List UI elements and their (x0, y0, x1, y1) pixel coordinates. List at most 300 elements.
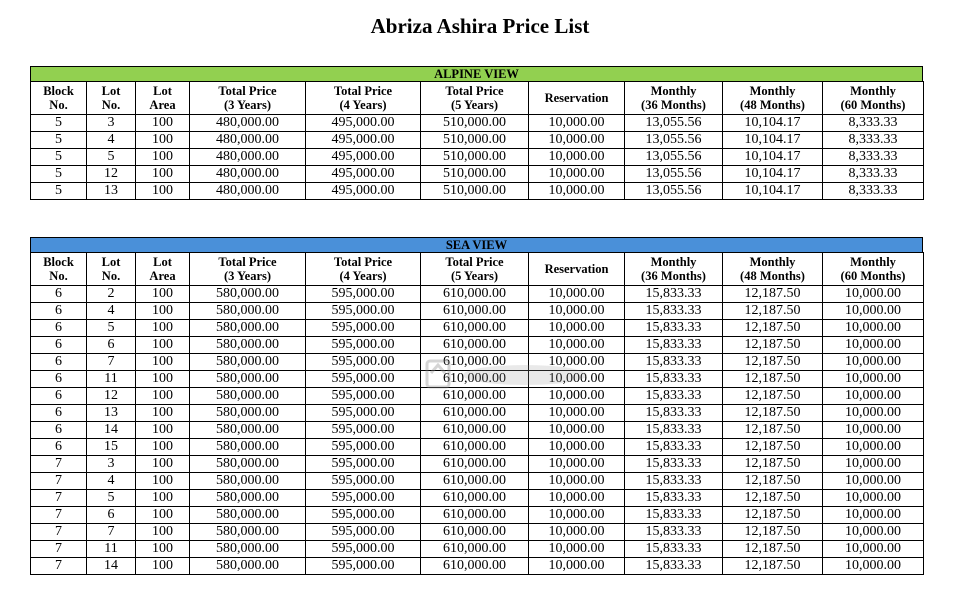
column-header-monthly-36 (625, 253, 723, 286)
cell-block-no: 7 (31, 558, 87, 575)
cell-total-price-5y: 610,000.00 (421, 456, 529, 473)
cell-reservation: 10,000.00 (529, 524, 625, 541)
cell-monthly-36: 15,833.33 (625, 388, 723, 405)
column-header-line: (5 Years) (450, 98, 499, 112)
cell-total-price-4y: 595,000.00 (306, 490, 421, 507)
cell-lot-area: 100 (136, 439, 190, 456)
column-header-line: (3 Years) (223, 269, 272, 283)
cell-total-price-3y: 580,000.00 (190, 558, 306, 575)
column-header-line: Area (149, 269, 176, 283)
cell-monthly-36: 15,833.33 (625, 558, 723, 575)
cell-reservation: 10,000.00 (529, 149, 625, 166)
cell-monthly-36: 15,833.33 (625, 371, 723, 388)
price-table (30, 252, 924, 575)
cell-lot-area: 100 (136, 166, 190, 183)
cell-monthly-36: 13,055.56 (625, 166, 723, 183)
cell-total-price-5y: 610,000.00 (421, 320, 529, 337)
price-table (30, 81, 924, 200)
cell-lot-area: 100 (136, 422, 190, 439)
cell-total-price-4y: 495,000.00 (306, 183, 421, 200)
column-header-line: Lot (101, 84, 121, 98)
cell-reservation: 10,000.00 (529, 354, 625, 371)
cell-lot-area: 100 (136, 456, 190, 473)
cell-total-price-4y: 595,000.00 (306, 524, 421, 541)
cell-monthly-60: 10,000.00 (823, 303, 924, 320)
cell-block-no: 6 (31, 354, 87, 371)
cell-monthly-48: 12,187.50 (723, 456, 823, 473)
cell-block-no: 7 (31, 473, 87, 490)
cell-monthly-48: 12,187.50 (723, 354, 823, 371)
cell-reservation: 10,000.00 (529, 303, 625, 320)
cell-monthly-48: 12,187.50 (723, 524, 823, 541)
cell-total-price-5y: 610,000.00 (421, 507, 529, 524)
cell-block-no: 6 (31, 303, 87, 320)
cell-monthly-48: 12,187.50 (723, 439, 823, 456)
column-header-line: Lot (153, 255, 172, 269)
column-header-line: Lot (153, 84, 172, 98)
cell-total-price-3y: 580,000.00 (190, 303, 306, 320)
cell-block-no: 5 (31, 166, 87, 183)
cell-lot-no: 5 (87, 320, 136, 337)
cell-total-price-4y: 595,000.00 (306, 371, 421, 388)
cell-total-price-4y: 595,000.00 (306, 286, 421, 303)
cell-block-no: 5 (31, 115, 87, 132)
column-header-lot-no (87, 253, 136, 286)
column-header-line: Total Price (445, 255, 504, 269)
cell-monthly-48: 12,187.50 (723, 388, 823, 405)
table-row (31, 524, 924, 541)
column-header-line: (4 Years) (339, 98, 387, 112)
cell-total-price-3y: 580,000.00 (190, 405, 306, 422)
cell-lot-no: 11 (87, 541, 136, 558)
cell-block-no: 5 (31, 183, 87, 200)
cell-monthly-60: 10,000.00 (823, 473, 924, 490)
cell-monthly-48: 12,187.50 (723, 337, 823, 354)
cell-lot-no: 13 (87, 405, 136, 422)
sea-view-section (30, 237, 923, 575)
cell-monthly-36: 13,055.56 (625, 149, 723, 166)
cell-monthly-48: 12,187.50 (723, 507, 823, 524)
column-header-line: Total Price (445, 84, 504, 98)
cell-lot-area: 100 (136, 541, 190, 558)
table-row (31, 132, 924, 149)
cell-monthly-60: 10,000.00 (823, 507, 924, 524)
table-row (31, 166, 924, 183)
cell-monthly-60: 8,333.33 (823, 149, 924, 166)
cell-total-price-3y: 480,000.00 (190, 149, 306, 166)
cell-monthly-60: 8,333.33 (823, 166, 924, 183)
cell-lot-area: 100 (136, 371, 190, 388)
cell-total-price-5y: 510,000.00 (421, 149, 529, 166)
cell-reservation: 10,000.00 (529, 286, 625, 303)
cell-monthly-48: 12,187.50 (723, 371, 823, 388)
cell-monthly-36: 15,833.33 (625, 422, 723, 439)
cell-total-price-4y: 595,000.00 (306, 354, 421, 371)
cell-total-price-3y: 480,000.00 (190, 132, 306, 149)
cell-reservation: 10,000.00 (529, 490, 625, 507)
cell-monthly-36: 13,055.56 (625, 183, 723, 200)
cell-total-price-3y: 580,000.00 (190, 473, 306, 490)
cell-monthly-36: 15,833.33 (625, 507, 723, 524)
cell-total-price-5y: 610,000.00 (421, 422, 529, 439)
cell-total-price-3y: 580,000.00 (190, 354, 306, 371)
column-header-line: Monthly (749, 255, 796, 269)
column-header-lot-area (136, 253, 190, 286)
cell-total-price-5y: 610,000.00 (421, 490, 529, 507)
cell-monthly-36: 15,833.33 (625, 541, 723, 558)
cell-lot-no: 12 (87, 388, 136, 405)
column-header-line: Total Price (333, 84, 393, 98)
cell-total-price-5y: 610,000.00 (421, 337, 529, 354)
cell-total-price-5y: 610,000.00 (421, 303, 529, 320)
cell-monthly-48: 10,104.17 (723, 132, 823, 149)
column-header-total-price-5y (421, 253, 529, 286)
cell-lot-no: 3 (87, 456, 136, 473)
column-header-reservation (529, 253, 625, 286)
column-header-total-price-3y (190, 253, 306, 286)
table-row (31, 456, 924, 473)
cell-total-price-4y: 595,000.00 (306, 558, 421, 575)
column-header-line: No. (101, 98, 121, 112)
cell-reservation: 10,000.00 (529, 541, 625, 558)
column-header-line: (36 Months) (641, 269, 706, 283)
table-row (31, 405, 924, 422)
cell-lot-area: 100 (136, 303, 190, 320)
cell-total-price-5y: 610,000.00 (421, 558, 529, 575)
cell-total-price-3y: 580,000.00 (190, 439, 306, 456)
table-row (31, 507, 924, 524)
cell-monthly-60: 10,000.00 (823, 439, 924, 456)
table-row (31, 303, 924, 320)
cell-total-price-5y: 610,000.00 (421, 473, 529, 490)
column-header-line: (36 Months) (641, 98, 706, 112)
cell-monthly-48: 12,187.50 (723, 286, 823, 303)
cell-total-price-3y: 580,000.00 (190, 422, 306, 439)
cell-reservation: 10,000.00 (529, 183, 625, 200)
cell-total-price-4y: 495,000.00 (306, 132, 421, 149)
cell-block-no: 6 (31, 439, 87, 456)
column-header-line: Reservation (544, 262, 609, 276)
cell-monthly-60: 10,000.00 (823, 337, 924, 354)
column-header-line: (48 Months) (740, 269, 805, 283)
cell-block-no: 6 (31, 405, 87, 422)
header-row (31, 253, 924, 286)
cell-monthly-36: 15,833.33 (625, 303, 723, 320)
cell-block-no: 6 (31, 337, 87, 354)
cell-reservation: 10,000.00 (529, 456, 625, 473)
section-banner: ALPINE VIEW (30, 66, 923, 81)
cell-total-price-3y: 580,000.00 (190, 371, 306, 388)
cell-monthly-36: 13,055.56 (625, 115, 723, 132)
cell-monthly-60: 10,000.00 (823, 286, 924, 303)
cell-monthly-36: 15,833.33 (625, 337, 723, 354)
cell-reservation: 10,000.00 (529, 405, 625, 422)
cell-lot-no: 4 (87, 132, 136, 149)
cell-reservation: 10,000.00 (529, 558, 625, 575)
cell-lot-no: 4 (87, 473, 136, 490)
column-header-reservation (529, 82, 625, 115)
cell-total-price-4y: 595,000.00 (306, 422, 421, 439)
column-header-line: Total Price (218, 255, 277, 269)
table-row (31, 541, 924, 558)
column-header-total-price-4y (306, 82, 421, 115)
cell-monthly-60: 8,333.33 (823, 132, 924, 149)
table-row (31, 115, 924, 132)
header-row (31, 82, 924, 115)
cell-monthly-60: 10,000.00 (823, 405, 924, 422)
cell-block-no: 6 (31, 422, 87, 439)
cell-monthly-60: 10,000.00 (823, 490, 924, 507)
table-row (31, 183, 924, 200)
column-header-line: (3 Years) (223, 98, 272, 112)
cell-total-price-3y: 580,000.00 (190, 456, 306, 473)
column-header-monthly-60 (823, 82, 924, 115)
cell-monthly-60: 10,000.00 (823, 558, 924, 575)
column-header-line: Monthly (650, 255, 697, 269)
cell-monthly-48: 12,187.50 (723, 422, 823, 439)
table-row (31, 337, 924, 354)
cell-monthly-36: 15,833.33 (625, 439, 723, 456)
cell-total-price-4y: 595,000.00 (306, 405, 421, 422)
column-header-line: (60 Months) (840, 269, 906, 283)
cell-monthly-48: 10,104.17 (723, 149, 823, 166)
column-header-line: No. (101, 269, 121, 283)
cell-monthly-60: 10,000.00 (823, 422, 924, 439)
cell-monthly-36: 15,833.33 (625, 405, 723, 422)
column-header-total-price-5y (421, 82, 529, 115)
table-row (31, 473, 924, 490)
cell-reservation: 10,000.00 (529, 507, 625, 524)
cell-monthly-60: 10,000.00 (823, 354, 924, 371)
cell-lot-area: 100 (136, 388, 190, 405)
cell-lot-area: 100 (136, 286, 190, 303)
cell-block-no: 6 (31, 388, 87, 405)
cell-lot-area: 100 (136, 183, 190, 200)
table-row (31, 439, 924, 456)
cell-total-price-5y: 610,000.00 (421, 541, 529, 558)
cell-total-price-3y: 580,000.00 (190, 286, 306, 303)
cell-lot-area: 100 (136, 320, 190, 337)
column-header-line: Reservation (544, 91, 609, 105)
cell-lot-no: 6 (87, 507, 136, 524)
cell-total-price-5y: 610,000.00 (421, 286, 529, 303)
cell-block-no: 5 (31, 149, 87, 166)
cell-lot-area: 100 (136, 524, 190, 541)
cell-total-price-3y: 580,000.00 (190, 320, 306, 337)
cell-total-price-4y: 495,000.00 (306, 149, 421, 166)
column-header-monthly-48 (723, 253, 823, 286)
column-header-block-no (31, 82, 87, 115)
cell-total-price-4y: 595,000.00 (306, 473, 421, 490)
column-header-monthly-48 (723, 82, 823, 115)
table-row (31, 490, 924, 507)
cell-total-price-5y: 610,000.00 (421, 524, 529, 541)
column-header-monthly-60 (823, 253, 924, 286)
cell-total-price-4y: 495,000.00 (306, 166, 421, 183)
cell-total-price-5y: 610,000.00 (421, 371, 529, 388)
cell-monthly-36: 15,833.33 (625, 456, 723, 473)
cell-monthly-60: 10,000.00 (823, 320, 924, 337)
cell-total-price-5y: 610,000.00 (421, 388, 529, 405)
cell-reservation: 10,000.00 (529, 320, 625, 337)
cell-lot-area: 100 (136, 558, 190, 575)
cell-reservation: 10,000.00 (529, 388, 625, 405)
cell-monthly-48: 12,187.50 (723, 541, 823, 558)
cell-lot-no: 13 (87, 183, 136, 200)
cell-lot-no: 12 (87, 166, 136, 183)
cell-monthly-60: 10,000.00 (823, 388, 924, 405)
cell-lot-area: 100 (136, 354, 190, 371)
cell-total-price-3y: 580,000.00 (190, 541, 306, 558)
cell-lot-area: 100 (136, 132, 190, 149)
cell-block-no: 6 (31, 320, 87, 337)
cell-monthly-36: 15,833.33 (625, 473, 723, 490)
cell-total-price-3y: 480,000.00 (190, 166, 306, 183)
cell-monthly-48: 10,104.17 (723, 115, 823, 132)
cell-reservation: 10,000.00 (529, 473, 625, 490)
column-header-lot-no (87, 82, 136, 115)
cell-block-no: 5 (31, 132, 87, 149)
cell-monthly-48: 12,187.50 (723, 558, 823, 575)
cell-total-price-5y: 510,000.00 (421, 132, 529, 149)
cell-monthly-48: 12,187.50 (723, 320, 823, 337)
cell-total-price-5y: 610,000.00 (421, 354, 529, 371)
cell-monthly-36: 15,833.33 (625, 524, 723, 541)
cell-block-no: 6 (31, 371, 87, 388)
cell-total-price-5y: 510,000.00 (421, 183, 529, 200)
cell-lot-no: 15 (87, 439, 136, 456)
cell-lot-area: 100 (136, 115, 190, 132)
cell-total-price-4y: 595,000.00 (306, 320, 421, 337)
cell-monthly-36: 13,055.56 (625, 132, 723, 149)
table-row (31, 149, 924, 166)
cell-lot-area: 100 (136, 337, 190, 354)
cell-monthly-36: 15,833.33 (625, 286, 723, 303)
cell-monthly-36: 15,833.33 (625, 354, 723, 371)
cell-lot-no: 3 (87, 115, 136, 132)
cell-lot-no: 7 (87, 354, 136, 371)
cell-lot-no: 5 (87, 490, 136, 507)
cell-total-price-5y: 610,000.00 (421, 405, 529, 422)
column-header-line: (60 Months) (840, 98, 906, 112)
cell-monthly-48: 12,187.50 (723, 490, 823, 507)
column-header-line: Monthly (850, 84, 896, 98)
column-header-line: No. (49, 98, 68, 112)
cell-lot-no: 14 (87, 422, 136, 439)
column-header-block-no (31, 253, 87, 286)
section-banner: SEA VIEW (30, 237, 923, 252)
cell-lot-area: 100 (136, 405, 190, 422)
cell-block-no: 7 (31, 507, 87, 524)
cell-total-price-4y: 595,000.00 (306, 439, 421, 456)
cell-block-no: 7 (31, 541, 87, 558)
column-header-line: (48 Months) (740, 98, 805, 112)
cell-total-price-4y: 595,000.00 (306, 507, 421, 524)
cell-total-price-3y: 580,000.00 (190, 490, 306, 507)
cell-block-no: 7 (31, 456, 87, 473)
cell-total-price-3y: 580,000.00 (190, 388, 306, 405)
column-header-lot-area (136, 82, 190, 115)
column-header-line: Monthly (749, 84, 796, 98)
cell-lot-area: 100 (136, 149, 190, 166)
cell-total-price-3y: 480,000.00 (190, 115, 306, 132)
cell-lot-no: 6 (87, 337, 136, 354)
cell-monthly-36: 15,833.33 (625, 490, 723, 507)
table-row (31, 558, 924, 575)
cell-lot-no: 4 (87, 303, 136, 320)
column-header-line: Area (149, 98, 176, 112)
cell-total-price-5y: 510,000.00 (421, 115, 529, 132)
cell-monthly-60: 8,333.33 (823, 183, 924, 200)
cell-lot-no: 2 (87, 286, 136, 303)
cell-total-price-4y: 595,000.00 (306, 303, 421, 320)
cell-monthly-48: 12,187.50 (723, 405, 823, 422)
column-header-line: Block (43, 84, 74, 98)
alpine-view-section (30, 66, 923, 200)
cell-lot-no: 11 (87, 371, 136, 388)
column-header-line: (5 Years) (450, 269, 499, 283)
cell-lot-no: 7 (87, 524, 136, 541)
column-header-line: Total Price (333, 255, 393, 269)
cell-total-price-5y: 610,000.00 (421, 439, 529, 456)
cell-total-price-3y: 580,000.00 (190, 337, 306, 354)
cell-total-price-3y: 480,000.00 (190, 183, 306, 200)
column-header-line: Total Price (218, 84, 277, 98)
column-header-line: Monthly (850, 255, 896, 269)
cell-monthly-48: 12,187.50 (723, 473, 823, 490)
cell-lot-area: 100 (136, 490, 190, 507)
table-row (31, 354, 924, 371)
cell-monthly-48: 12,187.50 (723, 303, 823, 320)
table-row (31, 371, 924, 388)
cell-reservation: 10,000.00 (529, 337, 625, 354)
cell-block-no: 6 (31, 286, 87, 303)
cell-reservation: 10,000.00 (529, 371, 625, 388)
cell-reservation: 10,000.00 (529, 115, 625, 132)
cell-lot-no: 5 (87, 149, 136, 166)
cell-monthly-48: 10,104.17 (723, 183, 823, 200)
cell-monthly-60: 10,000.00 (823, 456, 924, 473)
column-header-line: Lot (101, 255, 121, 269)
table-row (31, 320, 924, 337)
table-row (31, 422, 924, 439)
cell-total-price-5y: 510,000.00 (421, 166, 529, 183)
cell-monthly-60: 10,000.00 (823, 524, 924, 541)
cell-lot-area: 100 (136, 507, 190, 524)
cell-monthly-36: 15,833.33 (625, 320, 723, 337)
page-title: Abriza Ashira Price List (370, 14, 590, 38)
column-header-total-price-3y (190, 82, 306, 115)
column-header-total-price-4y (306, 253, 421, 286)
cell-total-price-4y: 595,000.00 (306, 456, 421, 473)
column-header-line: (4 Years) (339, 269, 387, 283)
cell-reservation: 10,000.00 (529, 422, 625, 439)
cell-monthly-60: 10,000.00 (823, 371, 924, 388)
table-row (31, 388, 924, 405)
column-header-line: Monthly (650, 84, 697, 98)
cell-monthly-60: 8,333.33 (823, 115, 924, 132)
cell-total-price-4y: 495,000.00 (306, 115, 421, 132)
column-header-line: Block (43, 255, 74, 269)
cell-lot-no: 14 (87, 558, 136, 575)
column-header-line: No. (49, 269, 68, 283)
column-header-monthly-36 (625, 82, 723, 115)
cell-block-no: 7 (31, 524, 87, 541)
cell-total-price-4y: 595,000.00 (306, 388, 421, 405)
cell-lot-area: 100 (136, 473, 190, 490)
table-row (31, 286, 924, 303)
cell-total-price-3y: 580,000.00 (190, 507, 306, 524)
